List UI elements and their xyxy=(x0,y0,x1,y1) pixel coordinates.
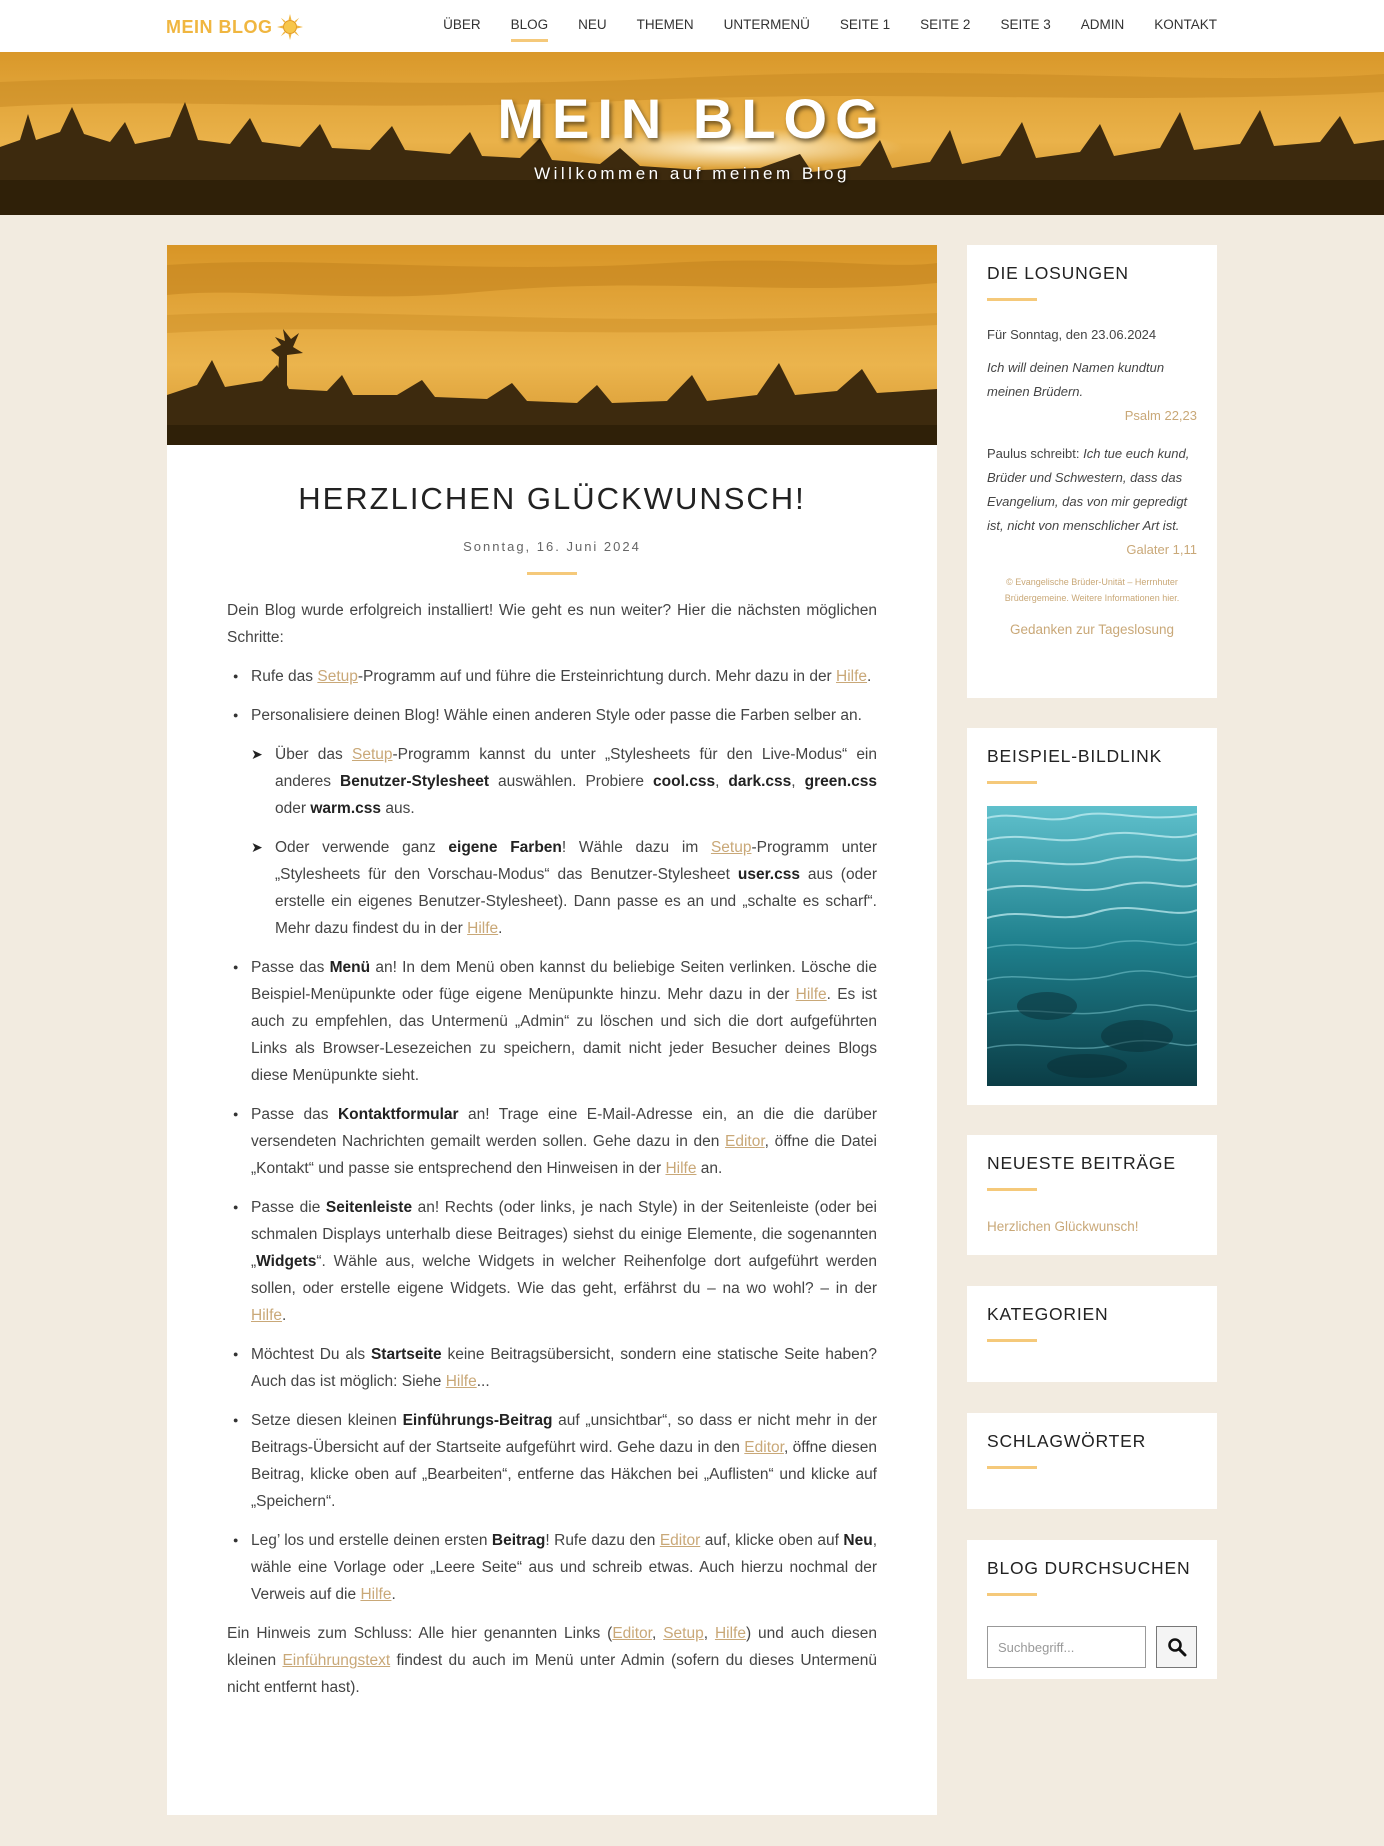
help-link[interactable]: Hilfe xyxy=(665,1160,697,1177)
post-header-image xyxy=(167,245,937,445)
widget-title: KATEGORIEN xyxy=(987,1304,1109,1324)
post-content xyxy=(227,481,877,1713)
list-item: ● Setze diesen kleinen Einführungs-Beitrag auf „unsichtbar“, so dass er nicht mehr in der Beitrags-Übersicht auf der Startseite aufgeführt wird. Gehe dazu in den Editor, öffne diesen Beitrag, klicke oben auf „Bearbeiten“, entferne das Häkchen bei „Auflisten“ und klicke auf „Speichern“. xyxy=(227,1407,877,1515)
setup-link[interactable]: Setup xyxy=(710,839,752,856)
widget-title-divider xyxy=(987,298,1037,301)
list-item: ● Passe das Kontaktformular an! Trage eine E-Mail-Adresse ein, an die die darüber versendeten Nachrichten gemailt werden sollen. Gehe dazu in den Editor, öffne die Datei „Kontakt“ und passe sie entsprechend den Hinweisen in der Hilfe an. xyxy=(227,1101,877,1182)
losung-text-2: Paulus schreibt: Ich tue euch kund, Brüder und Schwestern, dass das Evangelium, das von mir gepredigt ist, nicht von menschlicher Art ist. xyxy=(987,446,1190,533)
widget-title: NEUESTE BEITRÄGE xyxy=(987,1153,1176,1173)
search-icon xyxy=(1167,1637,1187,1657)
widget-title-divider xyxy=(987,781,1037,784)
nav-item-neu[interactable]: NEU xyxy=(578,17,607,32)
nav-item-blog[interactable]: BLOG xyxy=(511,0,549,52)
blog-post xyxy=(167,245,937,1815)
site-logo[interactable] xyxy=(166,14,303,40)
sun-icon xyxy=(277,14,303,40)
nav-item-admin[interactable]: ADMIN xyxy=(1080,17,1125,32)
recent-post-link[interactable]: Herzlichen Glückwunsch! xyxy=(987,1219,1139,1234)
setup-link[interactable]: Setup xyxy=(663,1625,704,1642)
widget-categories xyxy=(967,1286,1217,1382)
help-link[interactable]: Hilfe xyxy=(467,920,499,937)
widget-title: DIE LOSUNGEN xyxy=(987,263,1129,283)
logo-text: MEIN BLOG xyxy=(166,16,273,37)
losung-date: Für Sonntag, den 23.06.2024 xyxy=(987,327,1157,342)
top-navigation-bar xyxy=(0,0,1384,52)
nav-item-seite-2[interactable]: SEITE 2 xyxy=(920,17,971,32)
widget-tags xyxy=(967,1413,1217,1509)
main-menu xyxy=(413,0,1217,52)
post-body xyxy=(227,597,877,1701)
nav-item-seite-1[interactable]: SEITE 1 xyxy=(839,17,891,32)
list-item: ● Leg’ los und erstelle deinen ersten Beitrag! Rufe dazu den Editor auf, klicke oben auf Neu, wähle eine Vorlage oder „Leere Seite“ aus und schreib etwas. Auch hierzu nochmal der Verweis auf die Hilfe. xyxy=(227,1527,877,1608)
widget-title: SCHLAGWÖRTER xyxy=(987,1431,1147,1451)
list-item: ● Passe das Menü an! In dem Menü oben kannst du beliebige Seiten verlinken. Lösche die Beispiel-Menüpunkte oder füge eigene Menüpunkte hinzu. Mehr dazu in der Hilfe. Es ist auch zu empfehlen, das Untermenü „Admin“ zu löschen und sich die dort aufgeführten Links als Browser-Lesezeichen zu speichern, damit nicht jeder Besucher deines Blogs diese Menüpunkte sieht. xyxy=(227,954,877,1089)
hero-banner xyxy=(0,52,1384,215)
widget-title: BEISPIEL-BILDLINK xyxy=(987,746,1163,766)
nav-item-untermenue[interactable]: UNTERMENÜ xyxy=(723,17,810,32)
editor-link[interactable]: Editor xyxy=(659,1532,701,1549)
editor-link[interactable]: Editor xyxy=(744,1439,784,1456)
losung-copyright[interactable]: © Evangelische Brüder-Unität – Herrnhuter Brüdergemeine. Weitere Informationen hier. xyxy=(1004,577,1180,603)
nav-item-ueber[interactable]: ÜBER xyxy=(443,17,481,32)
widget-title: BLOG DURCHSUCHEN xyxy=(987,1558,1191,1578)
forest-sunset-post-image xyxy=(167,245,937,445)
style-sublist xyxy=(251,741,877,942)
help-link[interactable]: Hilfe xyxy=(445,1373,477,1390)
post-date: Sonntag, 16. Juni 2024 xyxy=(463,539,641,554)
setup-link[interactable]: Setup xyxy=(351,746,393,763)
widget-recent-posts xyxy=(967,1135,1217,1255)
setup-link[interactable]: Setup xyxy=(317,668,358,685)
list-item: ● Rufe das Setup-Programm auf und führe die Ersteinrichtung durch. Mehr dazu in der Hilfe. xyxy=(227,663,877,690)
title-divider xyxy=(527,572,577,575)
search-button[interactable] xyxy=(1156,1626,1197,1668)
widget-losungen xyxy=(967,245,1217,698)
post-intro: Dein Blog wurde erfolgreich installiert! Wie geht es nun weiter? Hier die nächsten möglichen Schritte: xyxy=(227,602,877,646)
losung-reference-1: Psalm 22,23 xyxy=(1124,408,1197,423)
list-item: ● Möchtest Du als Startseite keine Beitragsübersicht, sondern eine statische Seite haben? Auch das ist möglich: Siehe Hilfe... xyxy=(227,1341,877,1395)
editor-link[interactable]: Editor xyxy=(725,1133,765,1150)
nav-item-themen[interactable]: THEMEN xyxy=(636,17,694,32)
widget-title-divider xyxy=(987,1466,1037,1469)
editor-link[interactable]: Editor xyxy=(612,1625,652,1642)
sub-list-item: ➤ Über das Setup-Programm kannst du unter „Stylesheets für den Live-Modus“ ein anderes Benutzer-Stylesheet auswählen. Probiere cool.css, dark.css, green.css oder warm.css aus. xyxy=(251,741,877,822)
help-link[interactable]: Hilfe xyxy=(714,1625,746,1642)
widget-title-divider xyxy=(987,1188,1037,1191)
losung-thoughts-link[interactable]: Gedanken zur Tageslosung xyxy=(1009,622,1175,637)
help-link[interactable]: Hilfe xyxy=(836,668,868,685)
intro-text-link[interactable]: Einführungstext xyxy=(282,1652,391,1669)
water-image-link[interactable] xyxy=(987,806,1197,1086)
list-item: ● Passe die Seitenleiste an! Rechts (oder links, je nach Style) in der Seitenleiste (oder bei schmalen Displays unterhalb diese Beitrages) siehst du einige Elemente, die sogenannten „Widgets“. Wähle aus, welche Widgets in welcher Reihenfolge dort aufgeführt werden sollen, oder erstelle eigene Widgets. Wie das geht, erfährst du – na wo wohl? – in der Hilfe. xyxy=(227,1194,877,1329)
nav-item-seite-3[interactable]: SEITE 3 xyxy=(1000,17,1051,32)
hero-title: MEIN BLOG xyxy=(497,87,887,150)
list-item: ● Personalisiere deinen Blog! Wähle einen anderen Style oder passe die Farben selber an. ➤ Über das Setup-Programm kannst du unter „Stylesheets für den Live-Modus“ ein anderes Benutzer-Stylesheet auswählen. Probiere cool.css, dark.css, green.css oder warm.css aus. ➤ Oder verwende ganz eigene Farben! Wähle dazu im Setup-Programm unter „Stylesheets für den Vorschau-Modus“ das Benutzer-Stylesheet user.css aus (oder erstelle ein eigenes Benutzer-Stylesheet). Dann passe es an und „schalte es scharf“. Mehr dazu findest du in der Hilfe. xyxy=(227,702,877,942)
help-link[interactable]: Hilfe xyxy=(251,1307,283,1324)
widget-image-link xyxy=(967,728,1217,1105)
hero-subtitle: Willkommen auf meinem Blog xyxy=(534,164,850,183)
widget-title-divider xyxy=(987,1339,1037,1342)
search-form xyxy=(987,1626,1197,1668)
losung-reference-2: Galater 1,11 xyxy=(1126,542,1197,557)
nav-item-kontakt[interactable]: KONTAKT xyxy=(1154,17,1217,32)
losung-text-1: Ich will deinen Namen kundtun meinen Brüdern. xyxy=(987,360,1165,399)
help-link[interactable]: Hilfe xyxy=(795,986,827,1003)
water-surface-image xyxy=(987,806,1197,1086)
search-input[interactable] xyxy=(987,1626,1146,1668)
sub-list-item: ➤ Oder verwende ganz eigene Farben! Wähle dazu im Setup-Programm unter „Stylesheets für den Vorschau-Modus“ das Benutzer-Stylesheet user.css aus (oder erstelle ein eigenes Benutzer-Stylesheet). Dann passe es an und „schalte es scharf“. Mehr dazu findest du in der Hilfe. xyxy=(251,834,877,942)
widget-title-divider xyxy=(987,1593,1037,1596)
help-link[interactable]: Hilfe xyxy=(360,1586,392,1603)
post-title: HERZLICHEN GLÜCKWUNSCH! xyxy=(298,481,806,516)
post-outro: Ein Hinweis zum Schluss: Alle hier genannten Links (Editor, Setup, Hilfe) und auch diesen kleinen Einführungstext findest du auch im Menü unter Admin (sofern du dieses Untermenü nicht entfernt hast). xyxy=(227,1625,878,1696)
widget-search xyxy=(967,1540,1217,1679)
next-steps-list xyxy=(227,663,877,1608)
